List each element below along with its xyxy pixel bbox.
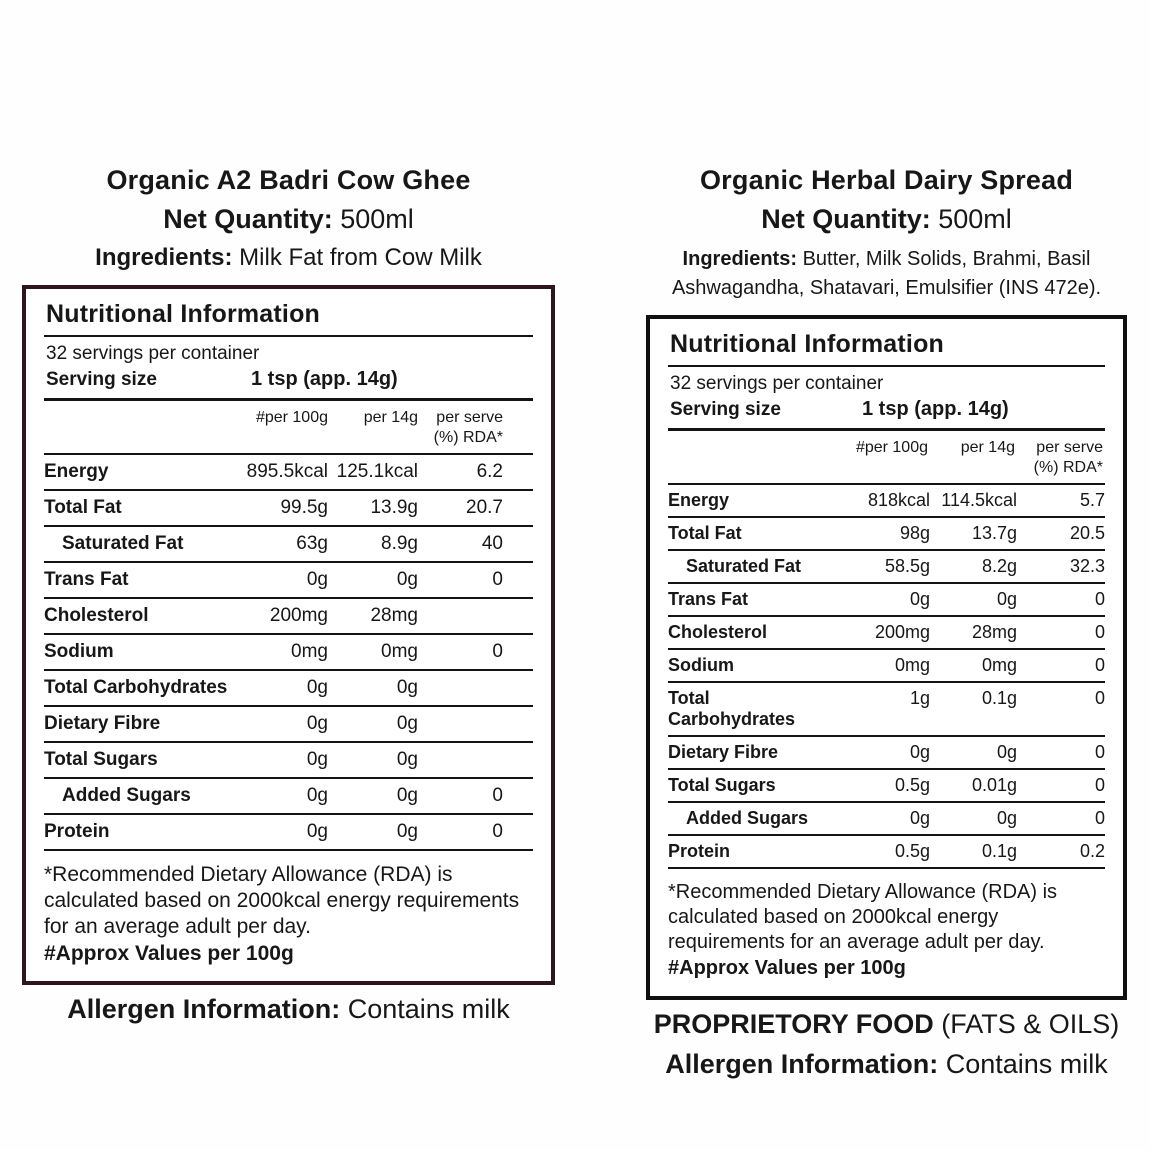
net-quantity-label: Net Quantity: (761, 204, 939, 234)
serving-size-label: Serving size (670, 399, 781, 420)
value-per-14g: 0g (396, 677, 418, 698)
column-header-spacer (668, 438, 833, 478)
value-per-serve: 20.7 (466, 497, 503, 518)
column-header-spacer (44, 408, 228, 448)
nutrition-row (668, 650, 1105, 683)
serving-size-value: 1 tsp (app. 14g) (862, 398, 1009, 420)
value-per-100g: 0g (306, 749, 328, 770)
value-per-14g: 114.5kcal (941, 490, 1017, 510)
net-quantity-line (646, 202, 1127, 236)
value-per-14g: 0mg (381, 641, 418, 662)
nutrition-row (668, 836, 1105, 869)
nutrition-row (44, 563, 533, 599)
nutrition-row (44, 455, 533, 491)
nutrient-label: Saturated Fat (686, 556, 802, 576)
net-quantity-line (22, 202, 555, 236)
servings-per-container: 32 servings per container (46, 343, 260, 364)
value-per-serve (418, 605, 503, 627)
panel-cow-ghee (22, 163, 555, 1026)
value-per-100g: 63g (296, 533, 328, 554)
value-per-serve: 0 (492, 641, 503, 662)
nutrient-label: Protein (668, 841, 731, 861)
nutrition-row (44, 815, 533, 851)
ingredients-value: Butter, Milk Solids, Brahmi, Basil Ashwagandha, Shatavari, Emulsifier (INS 472e). (671, 248, 1102, 299)
nutrient-label: Trans Fat (668, 589, 749, 609)
value-per-serve: 0 (1094, 622, 1105, 642)
nutrient-label: Dietary Fibre (668, 742, 779, 762)
nutrient-label: Total Fat (44, 497, 122, 518)
value-per-serve: 0 (1094, 655, 1105, 675)
value-per-100g: 0g (306, 785, 328, 806)
nutrient-label: Cholesterol (668, 622, 768, 642)
value-per-100g: 0g (909, 742, 930, 762)
nutrient-label: Added Sugars (62, 785, 191, 806)
value-per-serve: 0 (1094, 775, 1105, 795)
value-per-serve: 0 (492, 569, 503, 590)
value-per-14g: 28mg (971, 622, 1017, 642)
column-header-per-serve: per serve (%) RDA* (1033, 439, 1103, 476)
value-per-14g: 0g (396, 785, 418, 806)
serving-size-value: 1 tsp (app. 14g) (251, 368, 398, 390)
value-per-14g: 0g (996, 742, 1017, 762)
value-per-14g: 0g (996, 589, 1017, 609)
value-per-serve (418, 713, 503, 735)
value-per-100g: 0g (306, 677, 328, 698)
nutrition-row (44, 635, 533, 671)
nutrient-label: Added Sugars (686, 808, 809, 828)
value-per-100g: 818kcal (867, 490, 930, 510)
value-per-100g: 0mg (894, 655, 930, 675)
allergen-line (22, 993, 555, 1026)
ingredients-line (22, 243, 555, 273)
value-per-14g: 0mg (981, 655, 1017, 675)
value-per-100g: 895.5kcal (246, 461, 328, 482)
value-per-14g: 0g (396, 821, 418, 842)
nutrient-label: Sodium (44, 641, 114, 662)
ingredients-line (646, 245, 1127, 303)
nutrient-label: Protein (44, 821, 110, 842)
value-per-14g: 0g (996, 808, 1017, 828)
nutrient-label: Energy (44, 461, 109, 482)
serving-size-label: Serving size (46, 369, 157, 390)
value-per-100g: 0mg (291, 641, 328, 662)
nutrition-row (44, 743, 533, 779)
net-quantity-value: 500ml (938, 204, 1012, 234)
nutrition-row (668, 485, 1105, 518)
value-per-serve: 0.2 (1079, 841, 1105, 861)
net-quantity-label: Net Quantity: (163, 204, 341, 234)
value-per-14g: 13.9g (370, 497, 418, 518)
nutrient-label: Dietary Fibre (44, 713, 161, 734)
nutrition-row (44, 491, 533, 527)
value-per-100g: 0g (909, 589, 930, 609)
value-per-100g: 0g (306, 713, 328, 734)
nutrition-title: Nutritional Information (44, 295, 533, 337)
value-per-100g: 99.5g (280, 497, 328, 518)
value-per-serve: 0 (1094, 589, 1105, 609)
value-per-serve: 6.2 (476, 461, 503, 482)
ingredients-value: Milk Fat from Cow Milk (239, 244, 482, 271)
value-per-14g: 0g (396, 569, 418, 590)
value-per-100g: 98g (899, 523, 930, 543)
nutrition-row (668, 770, 1105, 803)
column-header-per100g: #per 100g (855, 439, 928, 456)
nutrient-label: Saturated Fat (62, 533, 184, 554)
rda-footnote: *Recommended Dietary Allowance (RDA) is calculated based on 2000kcal energy requirements for an average adult per day. (668, 881, 1058, 953)
value-per-100g: 0.5g (894, 775, 930, 795)
nutrition-row (44, 527, 533, 563)
nutrition-box (22, 285, 555, 985)
column-header-per100g: #per 100g (255, 409, 328, 426)
nutrition-row (44, 707, 533, 743)
value-per-14g: 0.1g (981, 841, 1017, 861)
value-per-14g: 8.9g (381, 533, 418, 554)
allergen-label: Allergen Information: (665, 1049, 946, 1079)
nutrition-row (44, 671, 533, 707)
product-title: Organic A2 Badri Cow Ghee (106, 165, 471, 195)
nutrition-row (668, 737, 1105, 770)
value-per-serve (418, 749, 503, 771)
value-per-14g: 0g (396, 713, 418, 734)
proprietory-food-line (646, 1008, 1127, 1040)
nutrition-rows (44, 455, 533, 851)
value-per-100g: 0.5g (894, 841, 930, 861)
nutrient-label: Total Sugars (668, 775, 776, 795)
nutrient-label: Total Fat (668, 523, 742, 543)
value-per-100g: 0g (909, 808, 930, 828)
nutrient-label: Trans Fat (44, 569, 129, 590)
allergen-line (646, 1048, 1127, 1081)
value-per-serve: 0 (1094, 742, 1105, 762)
value-per-14g: 0.1g (981, 688, 1017, 708)
proprietory-food-category: (FATS & OILS) (941, 1009, 1120, 1039)
proprietory-food-label: PROPRIETORY FOOD (653, 1009, 942, 1039)
value-per-14g: 28mg (370, 605, 418, 626)
nutrition-row (668, 518, 1105, 551)
nutrient-label: Cholesterol (44, 605, 149, 626)
value-per-serve: 40 (481, 533, 503, 554)
serving-size-row (44, 366, 533, 401)
value-per-serve: 0 (492, 785, 503, 806)
nutrition-row (668, 803, 1105, 836)
approx-values-note: #Approx Values per 100g (668, 957, 906, 979)
servings-per-container: 32 servings per container (670, 373, 884, 394)
value-per-14g: 8.2g (981, 556, 1017, 576)
nutrition-row (44, 599, 533, 635)
nutrient-label: Energy (668, 490, 730, 510)
value-per-100g: 0g (306, 569, 328, 590)
nutrient-label: Total Sugars (44, 749, 158, 770)
nutrition-box (646, 315, 1127, 1000)
value-per-100g: 1g (909, 688, 930, 708)
value-per-serve: 0 (492, 821, 503, 842)
nutrition-row (668, 617, 1105, 650)
value-per-14g: 0g (396, 749, 418, 770)
column-header-row (668, 431, 1105, 485)
nutrition-rows (668, 485, 1105, 869)
nutrition-row (668, 551, 1105, 584)
column-header-per-serve: per serve (%) RDA* (433, 409, 503, 446)
value-per-serve: 5.7 (1079, 490, 1105, 510)
nutrition-row (668, 584, 1105, 617)
rda-footnote: *Recommended Dietary Allowance (RDA) is calculated based on 2000kcal energy requirements for an average adult per day. (44, 863, 520, 938)
nutrition-row (668, 683, 1105, 737)
allergen-value: Contains milk (347, 994, 510, 1024)
allergen-label: Allergen Information: (67, 994, 348, 1024)
value-per-serve: 0 (1094, 688, 1105, 708)
value-per-serve: 0 (1094, 808, 1105, 828)
approx-values-note: #Approx Values per 100g (44, 942, 294, 965)
value-per-100g: 200mg (874, 622, 930, 642)
panel-dairy-spread (646, 163, 1127, 1081)
column-header-per14g: per 14g (960, 439, 1015, 456)
nutrition-row (44, 779, 533, 815)
nutrient-label: Sodium (668, 655, 734, 675)
value-per-100g: 0g (306, 821, 328, 842)
net-quantity-value: 500ml (340, 204, 414, 234)
ingredients-label: Ingredients: (682, 248, 803, 270)
value-per-14g: 13.7g (971, 523, 1017, 543)
value-per-14g: 125.1kcal (336, 461, 418, 482)
ingredients-label: Ingredients: (95, 244, 240, 271)
value-per-serve: 20.5 (1069, 523, 1105, 543)
column-header-per14g: per 14g (363, 409, 418, 426)
product-title: Organic Herbal Dairy Spread (699, 165, 1074, 195)
value-per-100g: 58.5g (884, 556, 930, 576)
nutrient-label: Total Carbohydrates (668, 688, 796, 729)
value-per-100g: 200mg (269, 605, 328, 626)
allergen-value: Contains milk (945, 1049, 1108, 1079)
nutrition-title: Nutritional Information (668, 325, 1105, 367)
value-per-14g: 0.01g (971, 775, 1017, 795)
column-header-row (44, 401, 533, 455)
serving-size-row (668, 396, 1105, 431)
nutrient-label: Total Carbohydrates (44, 677, 228, 698)
value-per-serve: 32.3 (1069, 556, 1105, 576)
value-per-serve (418, 677, 503, 699)
